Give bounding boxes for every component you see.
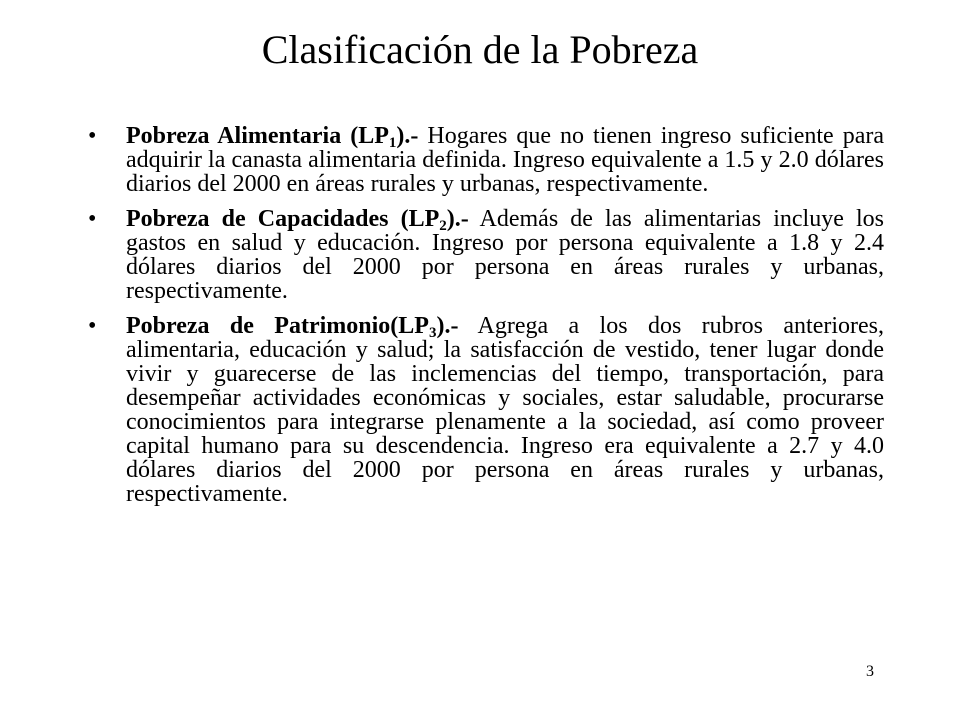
bullet-text: Hogares que no tienen ingreso suficiente para adquirir la canasta alimentaria definida. Ingreso equivalente a 1.5 y 2.0 dólares diarios del 2000 en áreas rurales y urbanas, respectivamente. [126, 123, 884, 197]
bullet-text: Agrega a los dos rubros anteriores, alimentaria, educación y salud; la satisfacción de vestido, tener lugar donde vivir y guarecerse de las inclemencias del tiempo, transportación, para desempeñar actividades económicas y sociales, estar saludable, procurarse conocimientos para integrarse plenamente a la sociedad, así como proveer capital humano para su descendencia. Ingreso era equivalente a 2.7 y 4.0 dólares diarios del 2000 por persona en áreas rurales y urbanas, respectivamente. [126, 313, 885, 507]
bullet-heading [126, 313, 458, 339]
slide-title: Clasificación de la Pobreza [261, 27, 699, 72]
bullet-heading-suffix: ).- [446, 206, 469, 232]
bullet-heading-prefix: Pobreza Alimentaria (LP [126, 123, 389, 149]
bullet-heading-suffix: ).- [396, 123, 419, 149]
bullet-heading-prefix: Pobreza de Patrimonio(LP [126, 313, 429, 339]
bullet-heading-subscript: 2 [439, 218, 447, 234]
bullet-heading-suffix: ).- [436, 313, 459, 339]
bullet-heading [126, 123, 418, 149]
bullet-text: Además de las alimentarias incluye los gastos en salud y educación. Ingreso por persona equivalente a 1.8 y 2.4 dólares diarios del 2000 por persona en áreas rurales y urbanas, respectivamente. [126, 206, 884, 304]
bullet-list [88, 124, 884, 517]
bullet-heading [126, 206, 469, 232]
bullet-item-patrimonio [88, 314, 884, 506]
page-number: 3 [866, 663, 874, 680]
bullet-icon: • [88, 313, 97, 339]
bullet-item-alimentaria [88, 124, 884, 196]
bullet-heading-subscript: 3 [428, 325, 437, 341]
bullet-item-capacidades [88, 207, 884, 303]
bullet-icon: • [88, 123, 97, 149]
bullet-icon: • [88, 206, 97, 232]
bullet-heading-subscript: 1 [388, 135, 397, 151]
bullet-heading-prefix: Pobreza de Capacidades (LP [126, 206, 440, 232]
